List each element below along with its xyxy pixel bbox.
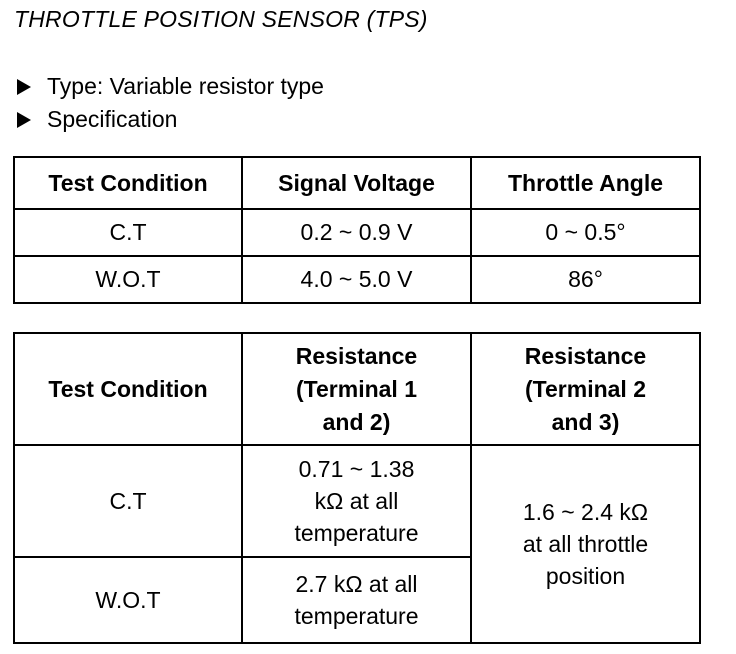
bullet-type: [17, 70, 324, 103]
cell-condition: W.O.T: [14, 256, 242, 303]
cell-line: temperature: [294, 520, 419, 546]
cell-condition: C.T: [14, 445, 242, 557]
bullet-list: [17, 70, 324, 136]
cell-resistance-2-3: [471, 445, 700, 643]
cell-resistance-1-2: [242, 445, 471, 557]
header-line: (Terminal 2: [525, 375, 646, 402]
table-row: [14, 256, 700, 303]
table-header-row: [14, 157, 700, 209]
cell-line: kΩ at all: [314, 488, 399, 514]
page-title: THROTTLE POSITION SENSOR (TPS): [14, 6, 428, 32]
cell-signal-voltage: 4.0 ~ 5.0 V: [242, 256, 471, 303]
triangle-bullet-icon: [17, 79, 31, 95]
triangle-bullet-icon: [17, 112, 31, 128]
cell-condition: W.O.T: [14, 557, 242, 643]
cell-signal-voltage: 0.2 ~ 0.9 V: [242, 209, 471, 256]
header-test-condition: Test Condition: [14, 333, 242, 445]
cell-line: position: [545, 563, 626, 589]
bullet-specification: [17, 103, 324, 136]
cell-line: 2.7 kΩ at all: [295, 571, 418, 597]
cell-line: 0.71 ~ 1.38: [298, 456, 415, 482]
table-header-row: [14, 333, 700, 445]
bullet-specification-text: Specification: [47, 106, 178, 132]
header-line: and 3): [551, 408, 620, 435]
table-row: [14, 209, 700, 256]
cell-throttle-angle: 86°: [471, 256, 700, 303]
resistance-table: [13, 332, 701, 644]
header-resistance-terminal-1-2: [242, 333, 471, 445]
header-signal-voltage: Signal Voltage: [242, 157, 471, 209]
cell-line: 1.6 ~ 2.4 kΩ: [522, 499, 649, 525]
header-line: (Terminal 1: [296, 375, 417, 402]
header-test-condition: Test Condition: [14, 157, 242, 209]
cell-line: temperature: [294, 603, 419, 629]
table-row: [14, 445, 700, 557]
cell-resistance-1-2: [242, 557, 471, 643]
header-line: Resistance: [295, 342, 418, 369]
cell-condition: C.T: [14, 209, 242, 256]
header-throttle-angle: Throttle Angle: [471, 157, 700, 209]
cell-throttle-angle: 0 ~ 0.5°: [471, 209, 700, 256]
bullet-type-text: Type: Variable resistor type: [47, 73, 324, 99]
header-line: and 2): [322, 408, 391, 435]
signal-voltage-table: [13, 156, 701, 304]
cell-line: at all throttle: [522, 531, 649, 557]
header-line: Resistance: [524, 342, 647, 369]
header-resistance-terminal-2-3: [471, 333, 700, 445]
